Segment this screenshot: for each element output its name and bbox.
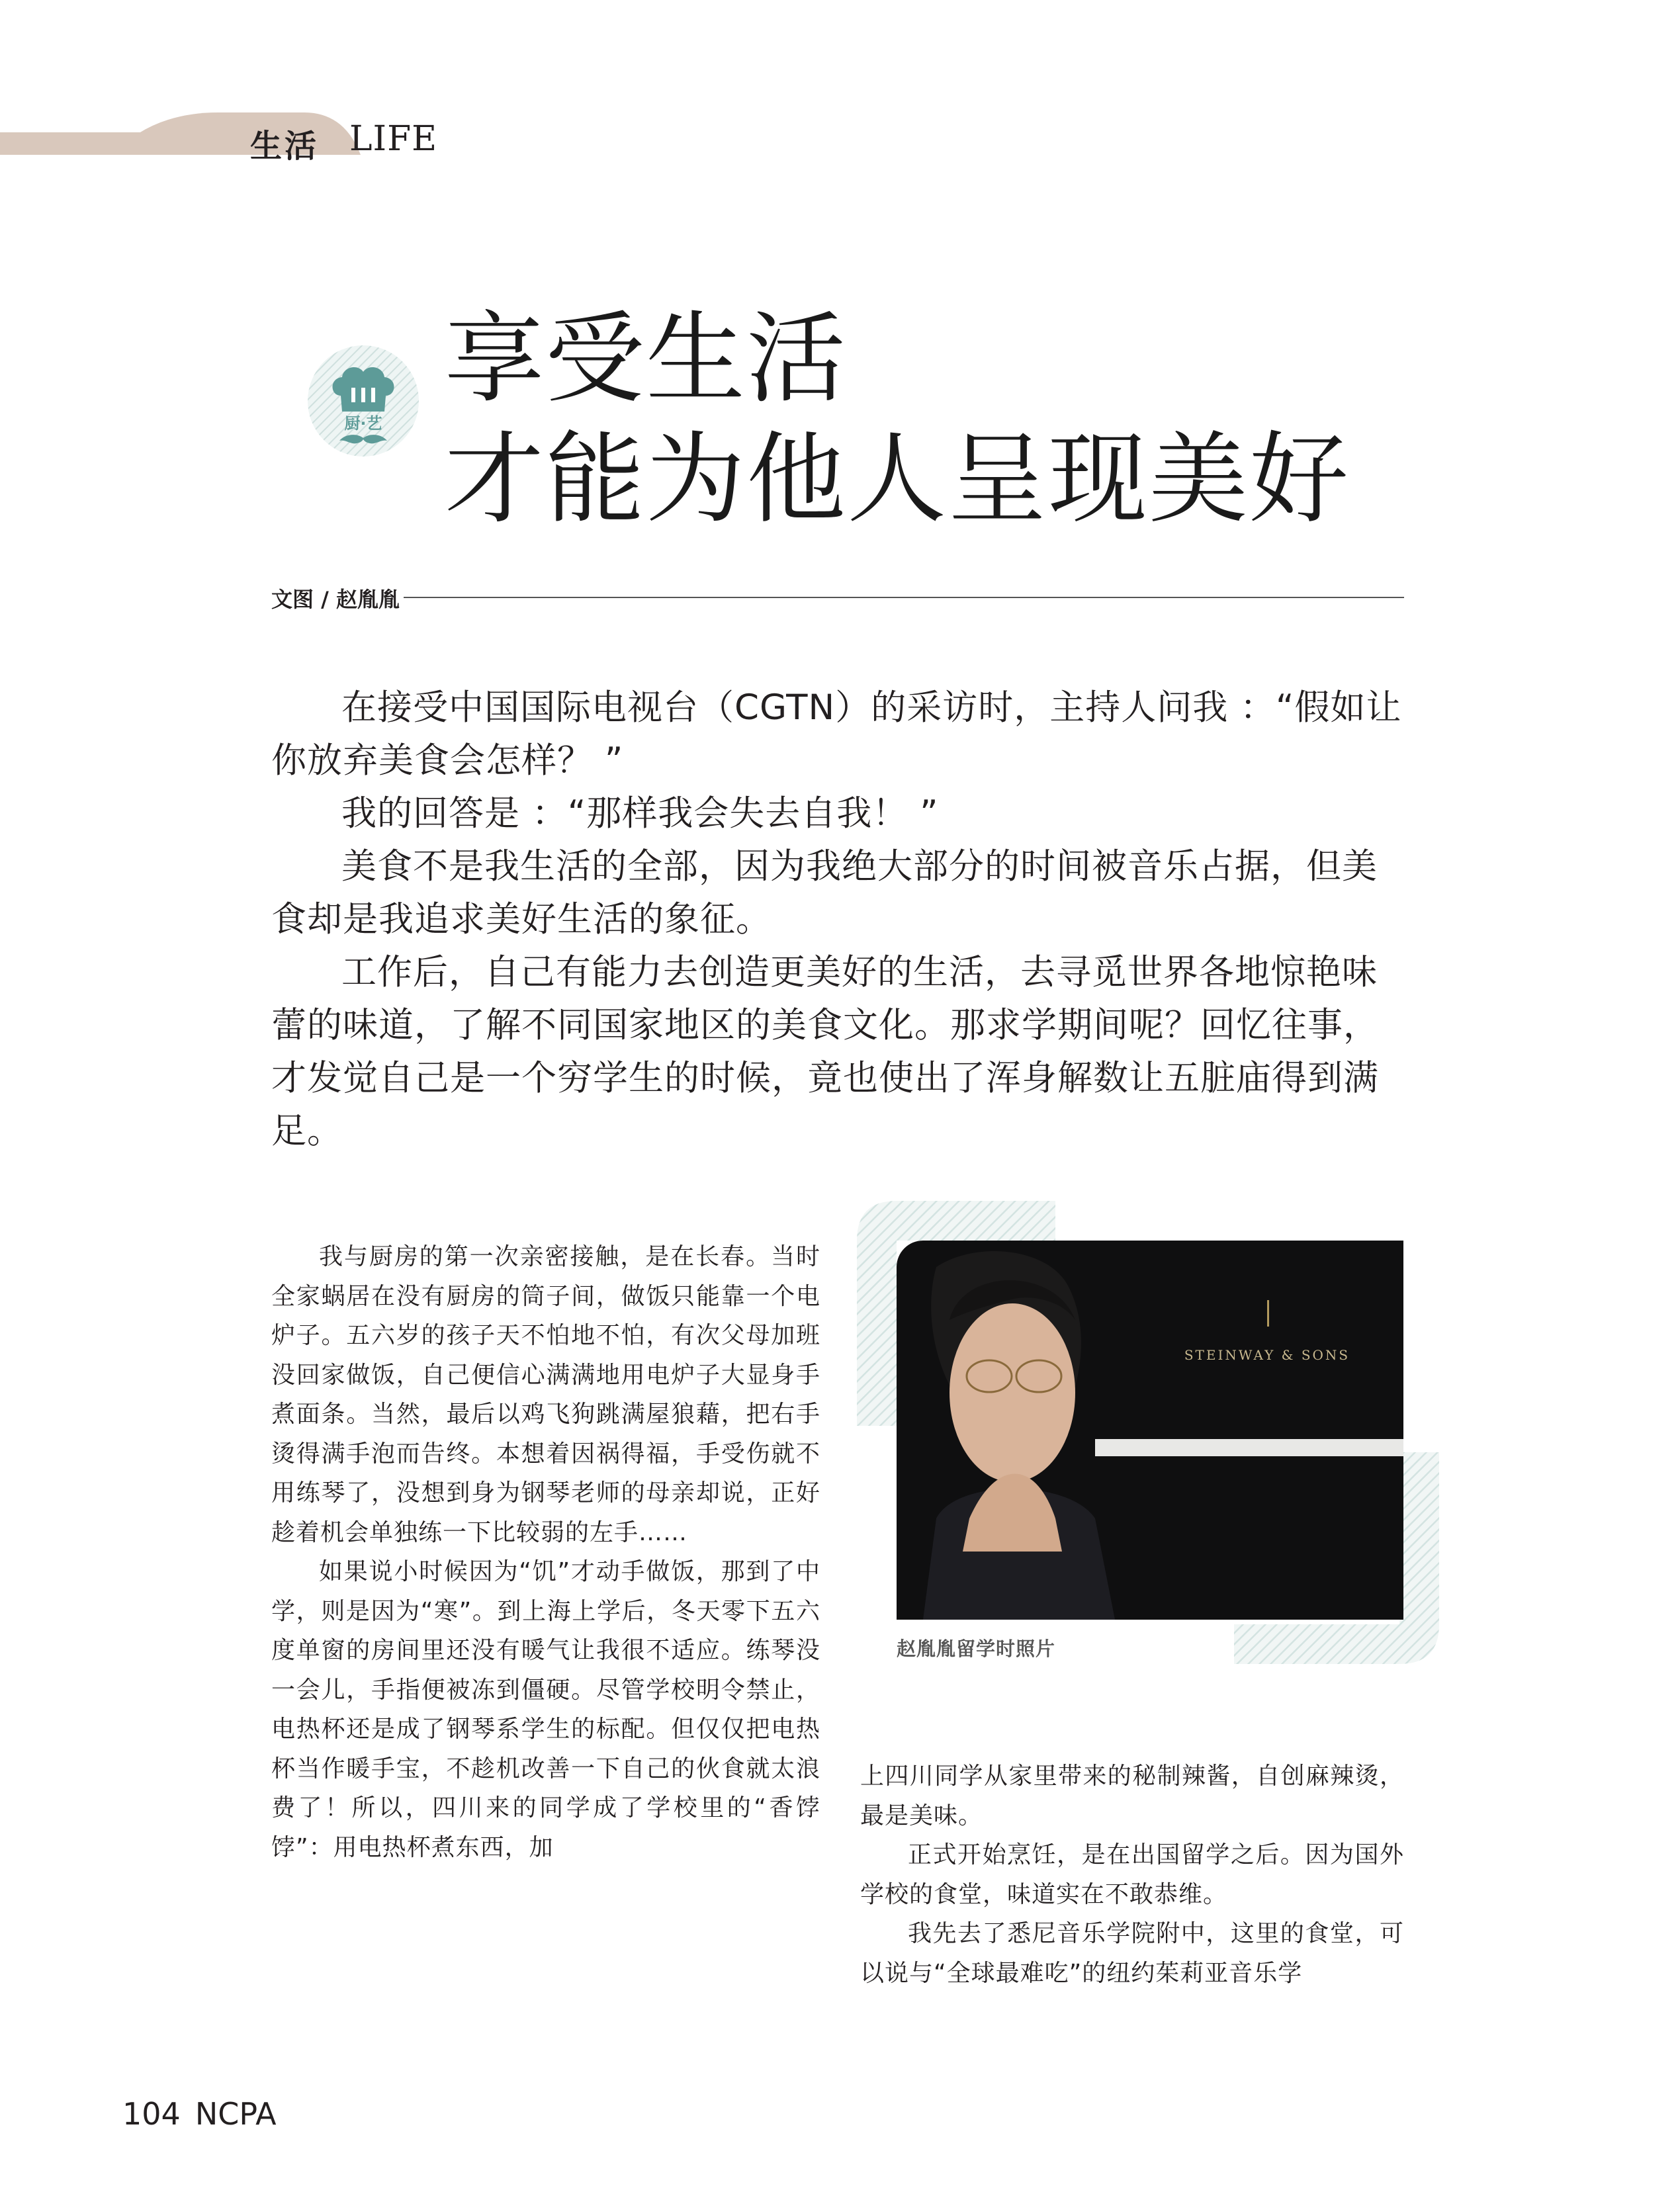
byline-divider [404,597,1404,598]
body-column-right [860,1757,1404,1993]
body-column-left [271,1237,820,1867]
pianist-photo [897,1241,1403,1620]
section-label-en: LIFE [349,119,438,159]
body-paragraph: 我先去了悉尼音乐学院附中，这里的食堂，可以说与“全球最难吃”的纽约茱莉亚音乐学 [860,1920,1404,1987]
title-line-1: 享受生活 [445,302,848,417]
intro-paragraph: 在接受中国国际电视台（CGTN）的采访时，主持人问我 ：“假如让你放弃美食会怎样？ ” [271,687,1402,781]
chef-hat-mustache-icon [306,344,420,458]
intro-text [271,681,1404,1158]
page-title [445,299,1350,540]
section-label: 生活 [250,128,320,165]
page-footer [122,2096,291,2132]
intro-paragraph: 工作后，自己有能力去创造更美好的生活，去寻觅世界各地惊艳味蕾的味道，了解不同国家地区的美食文化。那求学期间呢？回忆往事，才发觉自己是一个穷学生的时候，竟也使出了浑身解数让五脏庙得到满足。 [271,952,1379,1151]
body-paragraph: 如果说小时候因为“饥”才动手做饭，那到了中学，则是因为“寒”。到上海上学后，冬天零下五六度单窗的房间里还没有暖气让我很不适应。练琴没一会儿，手指便被冻到僵硬。尽管学校明令禁止，电热杯还是成了钢琴系学生的标配。但仅仅把电热杯当作暖手宝，不趁机改善一下自己的伙食就太浪费了！所以，四川来的同学成了学校里的“香饽饽”：用电热杯煮东西，加 [271,1558,820,1861]
body-paragraph: 上四川同学从家里带来的秘制辣酱，自创麻辣烫，最是美味。 [860,1763,1404,1829]
body-paragraph: 正式开始烹饪，是在出国留学之后。因为国外学校的食堂，味道实在不敢恭维。 [860,1841,1404,1908]
intro-paragraph: 我的回答是 ：“那样我会失去自我！ ” [341,793,939,834]
magazine-name: NCPA [195,2096,277,2132]
intro-paragraph: 美食不是我生活的全部，因为我绝大部分的时间被音乐占据，但美食却是我追求美好生活的象征。 [271,846,1378,940]
page-number: 104 [122,2096,181,2132]
photo-caption: 赵胤胤留学时照片 [897,1638,1056,1660]
byline: 文图 / 赵胤胤 [271,587,400,612]
title-line-2: 才能为他人呈现美好 [445,422,1350,537]
badge-label: 厨·艺 [344,414,382,433]
body-paragraph: 我与厨房的第一次亲密接触，是在长春。当时全家蜗居在没有厨房的筒子间，做饭只能靠一个电炉子。五六岁的孩子天不怕地不怕，有次父母加班没回家做饭，自己便信心满满地用电炉子大显身手煮面条。当然，最后以鸡飞狗跳满屋狼藉，把右手烫得满手泡而告终。本想着因祸得福，手受伤就不用练琴了，没想到身为钢琴老师的母亲却说，正好趁着机会单独练一下比较弱的左手…… [271,1243,820,1546]
piano-brand: STEINWAY & SONS [1184,1347,1350,1363]
